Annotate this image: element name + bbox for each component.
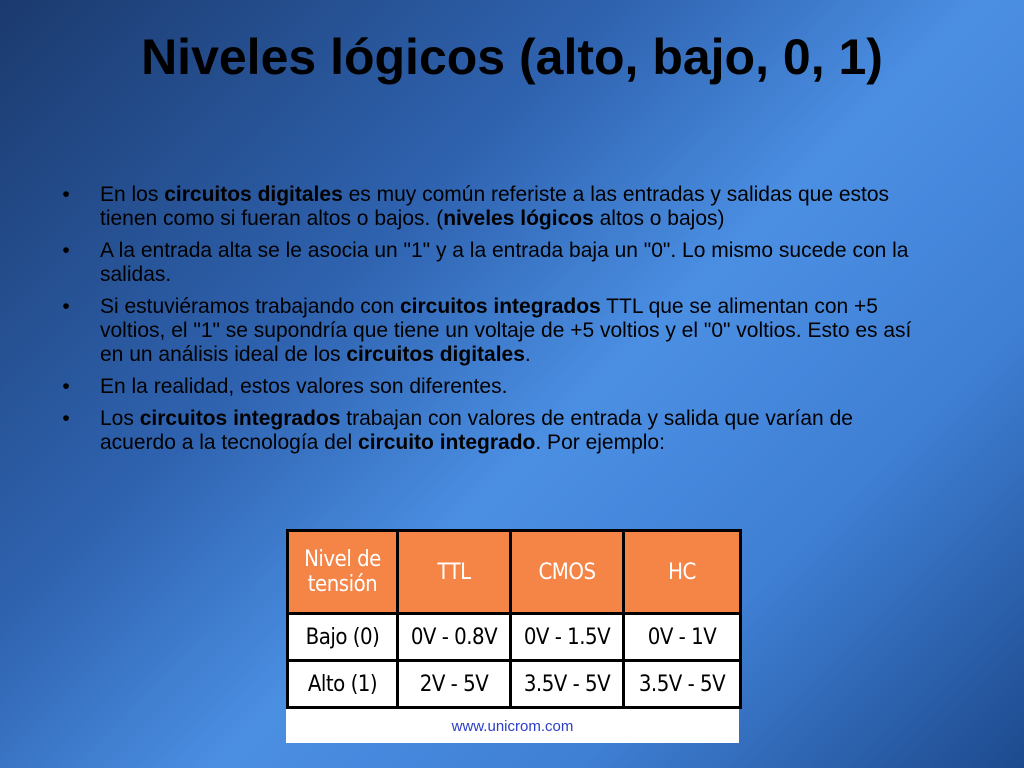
cell-bajo-hc: 0V - 1V (624, 614, 741, 661)
bullet-item (56, 239, 926, 287)
bullet-bold-text: circuito integrado (358, 431, 536, 454)
bullet-symbol: • (62, 239, 70, 262)
header-cmos: CMOS (511, 531, 624, 614)
bullet-bold-text: circuitos digitales (164, 183, 343, 206)
cell-alto-ttl: 2V - 5V (398, 661, 511, 708)
voltage-levels-table-image (286, 529, 739, 743)
table-header-row (288, 531, 741, 614)
bullet-text: Los (100, 407, 140, 430)
cell-alto-cmos: 3.5V - 5V (511, 661, 624, 708)
bullet-text: . Por ejemplo: (535, 431, 665, 454)
bullet-symbol: • (62, 183, 70, 206)
header-ttl: TTL (398, 531, 511, 614)
header-hc: HC (624, 531, 741, 614)
bullet-text: TTL que se alimentan con +5 voltios, el "1" se supondría que tiene un voltaje de +5 voltios y el "0" voltios. Esto es así en un análisis ideal de los (100, 295, 912, 366)
bullet-list (56, 183, 926, 463)
bullet-text: Si estuviéramos trabajando con (100, 295, 400, 318)
bullet-item (56, 407, 926, 455)
table-row (288, 614, 741, 661)
bullet-item (56, 375, 926, 399)
slide-title: Niveles lógicos (alto, bajo, 0, 1) (141, 29, 883, 85)
bullet-symbol: • (62, 407, 70, 430)
table-row (288, 661, 741, 708)
row-label-alto: Alto (1) (288, 661, 398, 708)
bullet-symbol: • (62, 295, 70, 318)
bullet-bold-text: circuitos digitales (346, 343, 525, 366)
bullet-text: . (524, 343, 531, 366)
bullet-item (56, 183, 926, 231)
voltage-levels-table (286, 529, 742, 709)
bullet-text: A la entrada alta se le asocia un "1" y a la entrada baja un "0". Lo mismo sucede con la salidas. (100, 239, 909, 286)
cell-bajo-ttl: 0V - 0.8V (398, 614, 511, 661)
bullet-symbol: • (62, 375, 70, 398)
row-label-bajo: Bajo (0) (288, 614, 398, 661)
bullet-bold-text: circuitos integrados (139, 407, 341, 430)
bullet-bold-text: circuitos integrados (400, 295, 601, 318)
bullet-bold-text: niveles lógicos (443, 207, 594, 230)
bullet-text: es muy común referiste a las entradas y salidas que estos tienen como si fueran altos o bajos. ( (100, 183, 890, 230)
bullet-item (56, 295, 926, 367)
bullet-text: En la realidad, estos valores son diferentes. (100, 375, 508, 398)
bullet-text: En los (100, 183, 165, 206)
source-url: www.unicrom.com (451, 718, 574, 735)
cell-bajo-cmos: 0V - 1.5V (511, 614, 624, 661)
header-nivel-de-tension: Nivel de tensión (288, 531, 398, 614)
bullet-text: altos o bajos) (593, 207, 725, 230)
cell-alto-hc: 3.5V - 5V (624, 661, 741, 708)
bullet-text: trabajan con valores de entrada y salida que varían de acuerdo a la tecnología del (100, 407, 853, 454)
